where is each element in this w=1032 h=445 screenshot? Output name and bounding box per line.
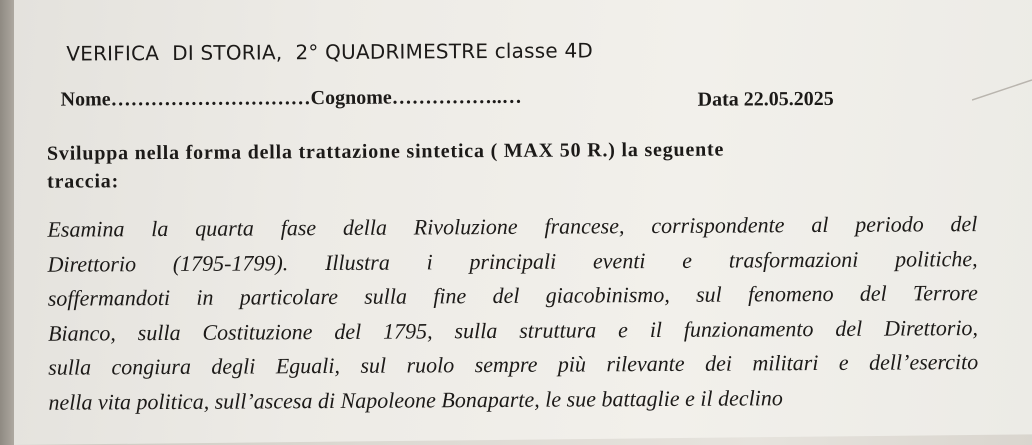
prompt-line: Bianco, sulla Costituzione del 1795, sulla struttura e il funzionamento del Direttorio, [47, 314, 979, 346]
name-surname-field: Nome…………………………Cognome……………..… [60, 85, 522, 111]
prompt-line: nella vita politica, sull’ascesa di Napoleone Bonaparte, le sue battaglie e il declino [48, 384, 783, 415]
instruction-line-2: traccia: [47, 170, 120, 193]
prompt-line: soffermandoti in particolare sulla fine del giacobinismo, sul fenomeno del Terrore [47, 280, 978, 311]
date-field: Data 22.05.2025 [697, 87, 834, 111]
test-title: VERIFICA DI STORIA, 2° QUADRIMESTRE classe 4D [66, 38, 594, 66]
prompt-line: Direttorio (1795-1799). Illustra i principali eventi e trasformazioni politiche, [47, 245, 978, 277]
prompt-line: sulla congiura degli Eguali, sul ruolo sempre più rilevante dei militari e dell’esercito [48, 349, 979, 380]
prompt-line: Esamina la quarta fase della Rivoluzione francese, corrispondente al periodo del [47, 211, 978, 242]
instruction-line-1: Sviluppa nella forma della trattazione sintetica ( MAX 50 R.) la seguente [46, 138, 725, 165]
essay-prompt [47, 207, 978, 420]
